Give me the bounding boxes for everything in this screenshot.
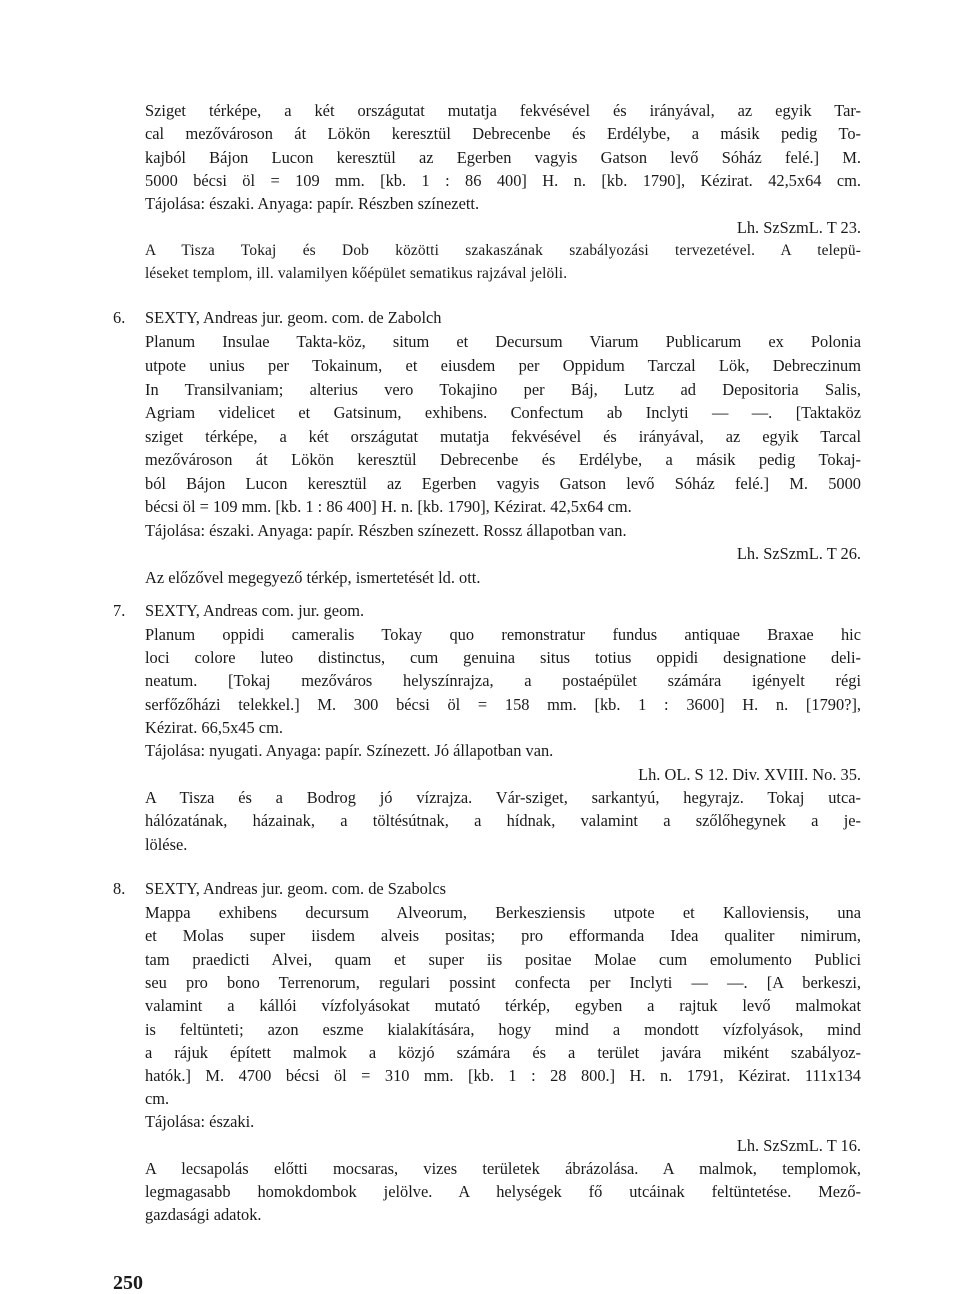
text-line: 5000 bécsi öl = 109 mm. [kb. 1 : 86 400] H. n. [kb. 1790], Kézirat. 42,5x64 cm. (145, 171, 861, 190)
text-line: loci colore luteo distinctus, cum genuina situs totius oppidi designatione deli- (145, 648, 861, 667)
text-line: Agriam videlicet et Gatsinum, exhibens. Confectum ab Inclyti — —. [Taktaköz (145, 403, 861, 422)
text-line: neatum. [Tokaj mezőváros helyszínrajza, a postaépület számára igényelt régi (145, 671, 861, 690)
text-line: tam praedicti Alvei, quam et super iis positae Molae cum emolumento Publici (145, 950, 861, 969)
text-line: kajból Bájon Lucon keresztül az Egerben vagyis Gatson levő Sóház felé.] M. (145, 148, 861, 167)
text-line: Planum oppidi cameralis Tokay quo remonstratur fundus antiquae Braxae hic (145, 625, 861, 644)
text-line: seu pro bono Terrenorum, regulari possint confecta per Inclyti — —. [A berkeszi, (145, 973, 861, 992)
author-line: SEXTY, Andreas jur. geom. com. de Szabolcs (145, 879, 447, 898)
text-line: Tájolása: északi. (145, 1112, 255, 1131)
text-line: Planum Insulae Takta-köz, situm et Decursum Viarum Publicarum ex Polonia (145, 332, 861, 351)
annotation-line: hálózatának, házainak, a töltésútnak, a hídnak, valamint a szőlőhegynek a je- (145, 811, 861, 830)
text-line: Tájolása: északi. Anyaga: papír. Részben színezett. Rossz állapotban van. (145, 521, 627, 540)
signature: Lh. OL. S 12. Div. XVIII. No. 35. (638, 765, 861, 784)
text-line: Tájolása: nyugati. Anyaga: papír. Színezett. Jó állapotban van. (145, 741, 554, 760)
signature: Lh. SzSzmL. T 26. (736, 544, 861, 563)
entry-number: 7. (113, 601, 126, 620)
annotation-line: A Tisza és a Bodrog jó vízrajza. Vár-sziget, sarkantyú, hegyrajz. Tokaj utca- (145, 788, 861, 807)
text-line: et Molas super iisdem alveis positas; pro efformanda Idea qualiter nimirum, (145, 926, 861, 945)
text-line: cm. (145, 1089, 170, 1108)
text-line: ból Bájon Lucon keresztül az Egerben vagyis Gatson levő Sóház felé.] M. 5000 (145, 474, 861, 493)
annotation-line: legmagasabb homokdombok jelölve. A helységek fő utcáinak feltüntetése. Mező- (145, 1182, 861, 1201)
annotation-line: A Tisza Tokaj és Dob közötti szakaszának szabályozási tervezetével. A telepü- (145, 242, 861, 259)
text-line: serfőzőházi telekkel.] M. 300 bécsi öl = 158 mm. [kb. 1 : 3600] H. n. [1790?], (145, 695, 861, 714)
annotation-line: gazdasági adatok. (145, 1205, 262, 1224)
text-line: Kézirat. 66,5x45 cm. (145, 718, 283, 737)
author-line: SEXTY, Andreas jur. geom. com. de Zabolch (145, 308, 442, 327)
text-line: Sziget térképe, a két országutat mutatja fekvésével és irányával, az egyik Tar- (145, 101, 861, 120)
text-line: cal mezővároson át Lökön keresztül Debrecenbe és Erdélybe, a másik pedig To- (145, 124, 861, 143)
text-line: mezővároson át Lökön keresztül Debrecenbe és Erdélybe, a másik pedig Tokaj- (145, 450, 861, 469)
author-line: SEXTY, Andreas com. jur. geom. (145, 601, 365, 620)
text-line: Tájolása: északi. Anyaga: papír. Részben színezett. (145, 194, 480, 213)
annotation-line: lölése. (145, 835, 188, 854)
signature: Lh. SzSzmL. T 16. (736, 1136, 861, 1155)
text-line: bécsi öl = 109 mm. [kb. 1 : 86 400] H. n. [kb. 1790], Kézirat. 42,5x64 cm. (145, 497, 632, 516)
entry-number: 6. (113, 308, 126, 327)
text-line: sziget térképe, a két országutat mutatja fekvésével és irányával, az egyik Tarcal (145, 427, 861, 446)
entry-number: 8. (113, 879, 126, 898)
text-line: hatók.] M. 4700 bécsi öl = 310 mm. [kb. 1 : 28 800.] H. n. 1791, Kézirat. 111x134 (145, 1066, 861, 1085)
text-line: valamint a kállói vízfolyásokat mutató térkép, egyben a rajtuk levő malmokat (145, 996, 861, 1015)
text-line: In Transilvaniam; alterius vero Tokajino per Báj, Lutz ad Depositoria Salis, (145, 380, 861, 399)
signature: Lh. SzSzmL. T 23. (736, 218, 861, 237)
annotation-line: A lecsapolás előtti mocsaras, vizes területek ábrázolása. A malmok, templomok, (145, 1159, 861, 1178)
text-line: Mappa exhibens decursum Alveorum, Berkesziensis utpote et Kalloviensis, una (145, 903, 861, 922)
text-line: utpote unius per Tokainum, et eiusdem per Oppidum Tarczal Lök, Debreczinum (145, 356, 861, 375)
annotation-line: léseket templom, ill. valamilyen kőépület sematikus rajzával jelöli. (145, 265, 568, 282)
annotation-line: Az előzővel megegyező térkép, ismertetését ld. ott. (145, 568, 481, 587)
page-number: 250 (113, 1272, 143, 1294)
text-line: is feltünteti; azon eszme kialakítására, hogy mind a mondott vízfolyások, mind (145, 1020, 861, 1039)
text-line: a rájuk épített malmok a közjó számára és a terület javára miként szabályoz- (145, 1043, 861, 1062)
